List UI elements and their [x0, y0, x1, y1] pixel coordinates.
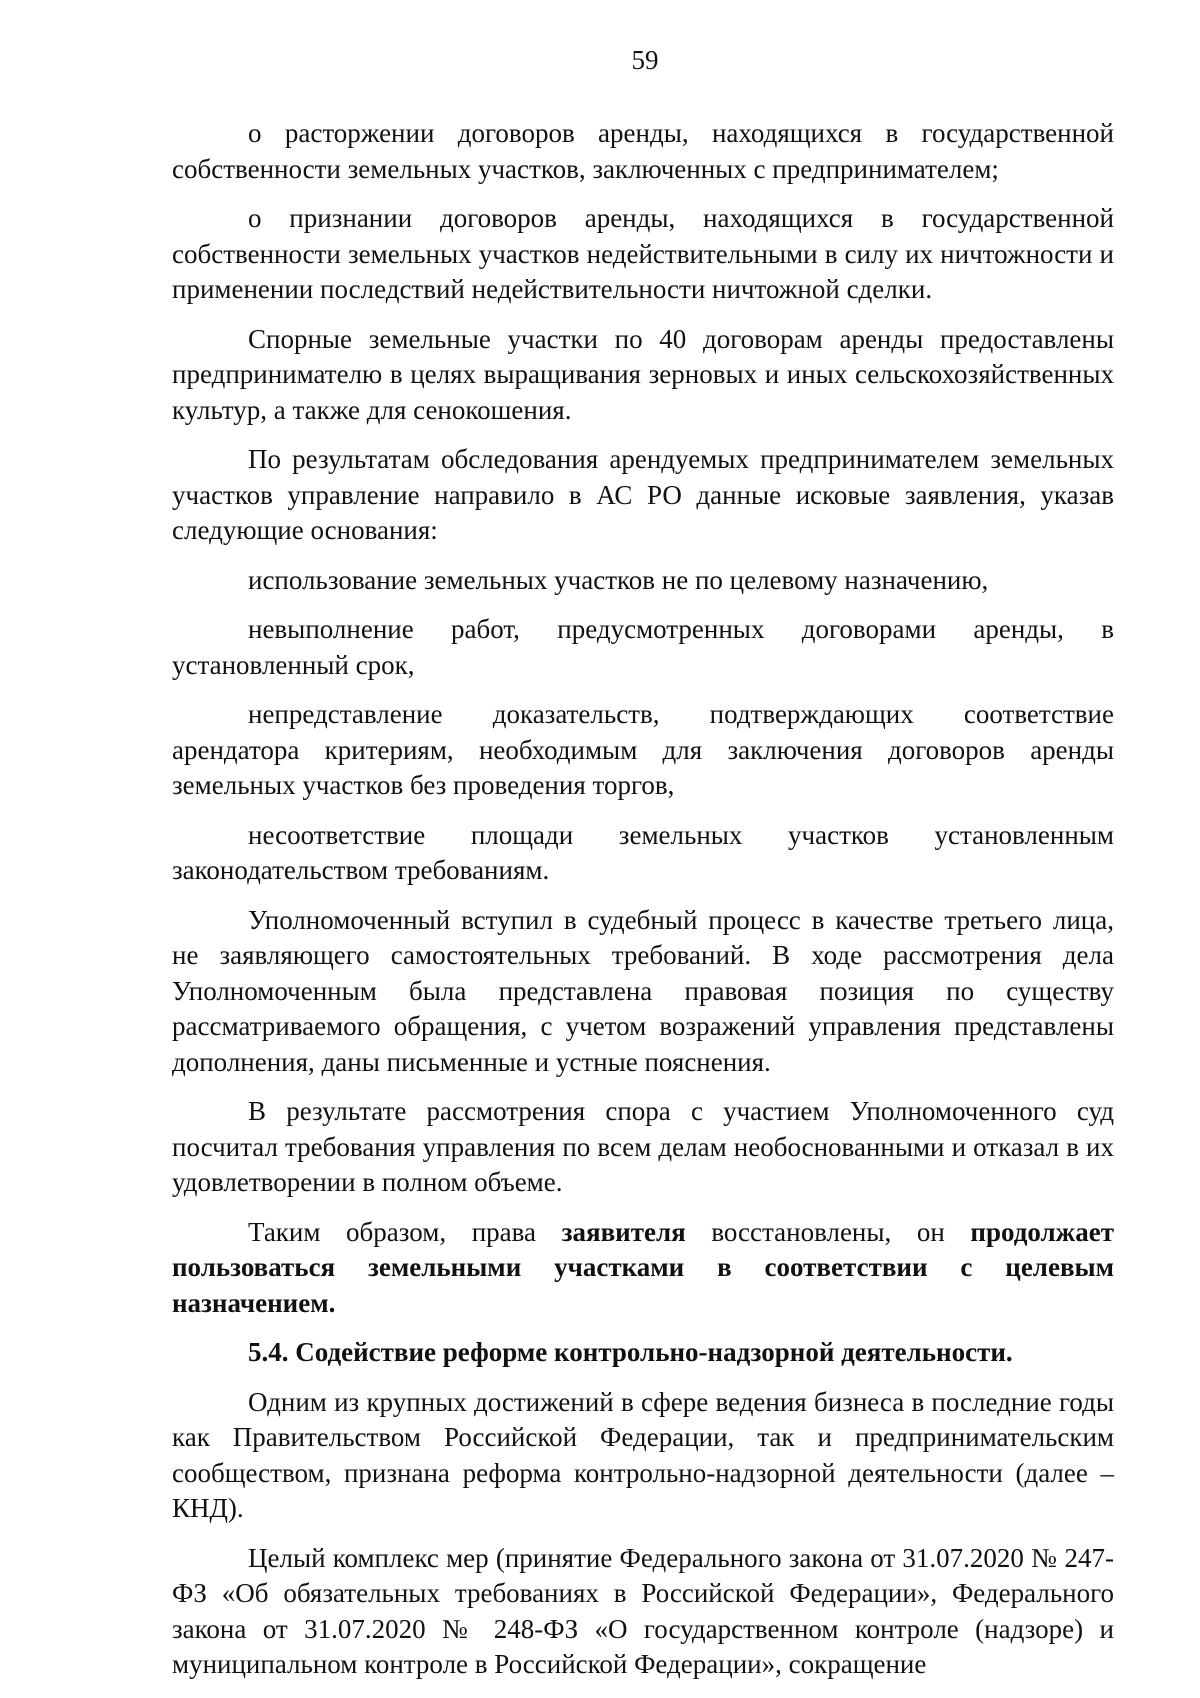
paragraph: По результатам обследования арендуемых предпринимателем земельных участков управление направило в АС РО данные исковые заявления, указав следующие основания:: [172, 444, 1114, 545]
section-heading: 5.4. Содействие реформе контрольно-надзорной деятельности.: [248, 1337, 1013, 1367]
paragraph: Целый комплекс мер (принятие Федерального закона от 31.07.2020 № 247-ФЗ «Об обязательных требованиях в Российской Федерации», Федерального закона от 31.07.2020 № 248-ФЗ «О государственном контроле (надзоре) и муниципальном контроле в Российской Федерации», сокращение: [172, 1542, 1114, 1679]
page-number: 59: [631, 45, 659, 75]
paragraph: Уполномоченный вступил в судебный процесс в качестве третьего лица, не заявляющего самостоятельных требований. В ходе рассмотрения дела Уполномоченным была представлена правовая позиция по существу рассматриваемого обращения, с учетом возражений управления представлены дополнения, даны письменные и устные пояснения.: [172, 904, 1114, 1077]
paragraph: о расторжении договоров аренды, находящихся в государственной собственности земельных участков, заключенных с предпринимателем;: [172, 118, 1114, 184]
paragraph: о признании договоров аренды, находящихся в государственной собственности земельных участков недействительными в силу их ничтожности и применении последствий недействительности ничтожной сделки.: [172, 203, 1114, 304]
summary-text-part: восстановлены, он: [685, 1216, 971, 1247]
summary-text-part: Таким образом, права: [248, 1216, 562, 1247]
summary-paragraph: [172, 1215, 1114, 1322]
document-body: [172, 116, 1114, 1697]
paragraph: Одним из крупных достижений в сфере ведения бизнеса в последние годы как Правительством Российской Федерации, так и предпринимательским сообществом, признана реформа контрольно-надзорной деятельности (далее – КНД).: [172, 1386, 1114, 1523]
paragraph: В результате рассмотрения спора с участием Уполномоченного суд посчитал требования управления по всем делам необоснованными и отказал в их удовлетворении в полном объеме.: [172, 1096, 1114, 1197]
list-paragraph: несоответствие площади земельных участков установленным законодательством требованиям.: [172, 819, 1114, 885]
list-paragraph: невыполнение работ, предусмотренных договорами аренды, в установленный срок,: [172, 614, 1114, 680]
list-paragraph: непредставление доказательств, подтверждающих соответствие арендатора критериям, необходимым для заключения договоров аренды земельных участков без проведения торгов,: [172, 699, 1114, 800]
paragraph: Спорные земельные участки по 40 договорам аренды предоставлены предпринимателю в целях выращивания зерновых и иных сельскохозяйственных культур, а также для сенокошения.: [172, 323, 1114, 425]
summary-bold-text: заявителя: [561, 1216, 686, 1247]
summary-bold-text: продолжает пользоваться земельными участками в соответствии с целевым назначением.: [172, 1216, 1114, 1318]
list-paragraph: использование земельных участков не по целевому назначению,: [248, 564, 989, 595]
